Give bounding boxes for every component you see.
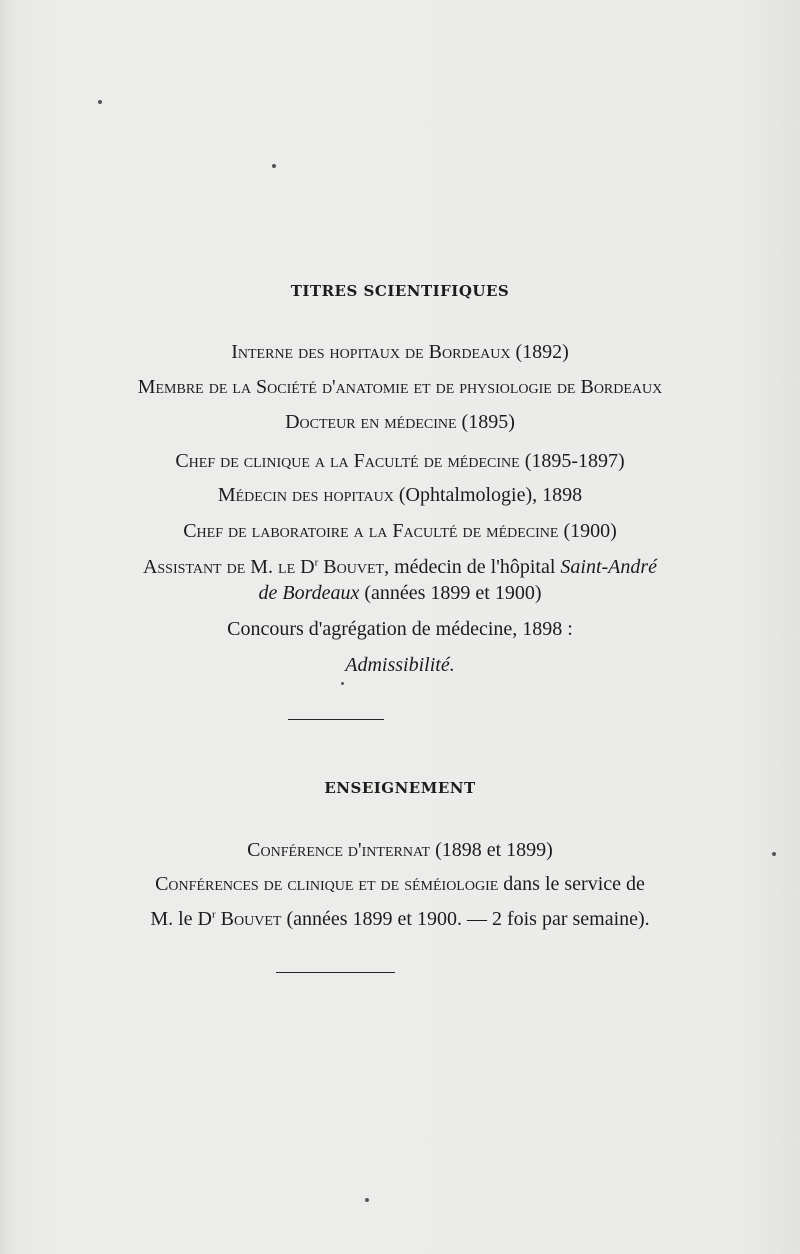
line-concours: [0, 618, 800, 641]
assistant-sup: r: [314, 556, 319, 569]
bouvet-name: Bouvet: [220, 908, 282, 930]
line-admissibilite: [0, 654, 800, 677]
bouvet-prefix: M. le D: [150, 908, 212, 930]
conference-title: Conférence d'internat: [247, 839, 431, 861]
assistant-prefix: Assistant de M. le D: [142, 556, 315, 578]
assistant-city: de Bordeaux: [258, 582, 360, 604]
interne-title: Interne des hopitaux de Bordeaux: [231, 341, 511, 363]
line-chef-labo: [0, 520, 800, 543]
conference-years: (1898 et 1899): [435, 839, 553, 861]
chef-labo-year: (1900): [563, 520, 617, 542]
section-divider: [288, 719, 384, 720]
chef-clinique-title: Chef de clinique a la Faculté de médecine: [175, 450, 520, 472]
medecin-title: Médecin des hopitaux: [217, 484, 394, 506]
line-docteur: [0, 411, 800, 434]
speck: [365, 1198, 369, 1202]
speck: [341, 682, 344, 685]
membre-title: Membre de la Société d'anatomie et de physiologie de Bordeaux: [137, 376, 663, 398]
conferences-rest: dans le service de: [498, 873, 645, 895]
line-membre: [0, 376, 800, 399]
line-conference: [0, 839, 800, 862]
admissibilite-text: Admissibilité.: [345, 654, 455, 676]
assistant-hospital: Saint-André: [560, 556, 658, 578]
titres-heading: TITRES SCIENTIFIQUES: [290, 282, 510, 300]
concours-text: Concours d'agrégation de médecine, 1898 :: [227, 618, 573, 640]
medecin-detail: (Ophtalmologie), 1898: [398, 484, 583, 506]
assistant-name: Bouvet: [323, 556, 385, 578]
speck: [272, 164, 276, 168]
line-conferences: [0, 873, 800, 896]
speck: [98, 100, 102, 104]
assistant-years: (années 1899 et 1900): [359, 582, 542, 604]
enseignement-heading: ENSEIGNEMENT: [324, 779, 476, 797]
line-bouvet: [0, 908, 800, 931]
docteur-year: (1895): [461, 411, 515, 433]
line-chef-clinique: [0, 450, 800, 473]
line-assistant: [0, 556, 800, 579]
line-assistant-cont: [0, 582, 800, 605]
chef-labo-title: Chef de laboratoire a la Faculté de médecine: [183, 520, 559, 542]
interne-year: (1892): [515, 341, 569, 363]
assistant-middle: , médecin de l'hôpital: [384, 556, 561, 578]
chef-clinique-years: (1895-1897): [524, 450, 625, 472]
conferences-title: Conférences de clinique et de séméiologie: [155, 873, 499, 895]
line-interne: [0, 341, 800, 364]
docteur-title: Docteur en médecine: [285, 411, 457, 433]
bouvet-rest: (années 1899 et 1900. — 2 fois par semaine).: [281, 908, 650, 930]
bottom-divider: [276, 972, 395, 973]
bouvet-sup: r: [211, 908, 216, 921]
line-medecin: [0, 484, 800, 507]
